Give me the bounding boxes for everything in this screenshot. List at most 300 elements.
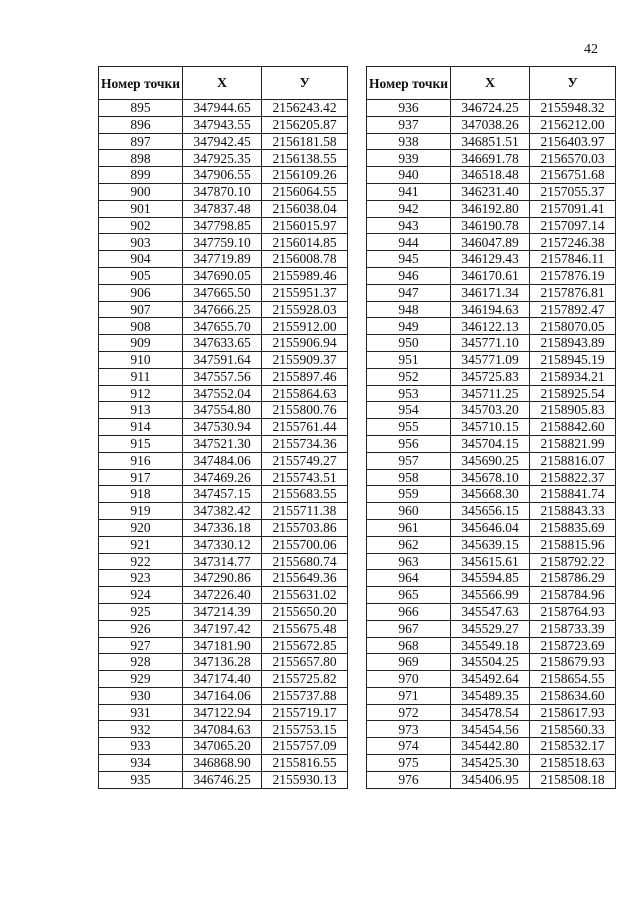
cell-y: 2155650.20 (262, 603, 348, 620)
cell-point-number: 899 (99, 167, 183, 184)
table-row (367, 738, 616, 755)
cell-y: 2156205.87 (262, 116, 348, 133)
table-row (367, 234, 616, 251)
cell-y: 2155657.80 (262, 654, 348, 671)
cell-x: 345489.35 (451, 687, 530, 704)
cell-x: 345425.30 (451, 755, 530, 772)
table-row (367, 318, 616, 335)
cell-x: 347690.05 (183, 267, 262, 284)
cell-x: 346746.25 (183, 771, 262, 788)
cell-x: 347870.10 (183, 183, 262, 200)
cell-y: 2157892.47 (530, 301, 616, 318)
cell-point-number: 971 (367, 687, 451, 704)
cell-y: 2158816.07 (530, 452, 616, 469)
table-row (99, 150, 348, 167)
cell-x: 347084.63 (183, 721, 262, 738)
cell-point-number: 904 (99, 251, 183, 268)
cell-x: 346192.80 (451, 200, 530, 217)
cell-x: 346047.89 (451, 234, 530, 251)
table-row (367, 251, 616, 268)
cell-x: 347521.30 (183, 435, 262, 452)
cell-point-number: 947 (367, 284, 451, 301)
cell-y: 2158905.83 (530, 402, 616, 419)
cell-x: 347655.70 (183, 318, 262, 335)
cell-point-number: 909 (99, 335, 183, 352)
cell-y: 2157246.38 (530, 234, 616, 251)
page-number: 42 (584, 42, 598, 57)
table-row (367, 503, 616, 520)
cell-point-number: 954 (367, 402, 451, 419)
cell-y: 2155753.15 (262, 721, 348, 738)
cell-x: 347944.65 (183, 100, 262, 117)
cell-point-number: 967 (367, 620, 451, 637)
cell-point-number: 903 (99, 234, 183, 251)
table-row (367, 183, 616, 200)
cell-x: 345454.56 (451, 721, 530, 738)
cell-point-number: 957 (367, 452, 451, 469)
table-row (99, 687, 348, 704)
cell-point-number: 926 (99, 620, 183, 637)
cell-x: 347314.77 (183, 553, 262, 570)
cell-point-number: 930 (99, 687, 183, 704)
cell-x: 347633.65 (183, 335, 262, 352)
cell-y: 2155725.82 (262, 671, 348, 688)
table-row (367, 603, 616, 620)
table-row (367, 755, 616, 772)
header-y (530, 67, 616, 100)
cell-point-number: 898 (99, 150, 183, 167)
cell-point-number: 918 (99, 486, 183, 503)
table-row (99, 284, 348, 301)
table-row (99, 603, 348, 620)
cell-point-number: 943 (367, 217, 451, 234)
cell-y: 2155816.55 (262, 755, 348, 772)
cell-point-number: 962 (367, 536, 451, 553)
table-row (367, 536, 616, 553)
cell-x: 346691.78 (451, 150, 530, 167)
cell-y: 2155948.32 (530, 100, 616, 117)
coordinates-table-left (98, 66, 348, 789)
cell-y: 2155680.74 (262, 553, 348, 570)
table-row (99, 435, 348, 452)
cell-y: 2156109.26 (262, 167, 348, 184)
table-row (99, 452, 348, 469)
cell-y: 2156015.97 (262, 217, 348, 234)
cell-x: 347197.42 (183, 620, 262, 637)
cell-point-number: 897 (99, 133, 183, 150)
table-row (99, 519, 348, 536)
cell-y: 2156751.68 (530, 167, 616, 184)
cell-point-number: 917 (99, 469, 183, 486)
cell-y: 2158822.37 (530, 469, 616, 486)
table-row (99, 267, 348, 284)
cell-x: 345442.80 (451, 738, 530, 755)
table-row (367, 368, 616, 385)
table-row (99, 183, 348, 200)
table-row (99, 553, 348, 570)
cell-point-number: 932 (99, 721, 183, 738)
cell-y: 2155930.13 (262, 771, 348, 788)
cell-x: 347798.85 (183, 217, 262, 234)
cell-y: 2158617.93 (530, 704, 616, 721)
cell-y: 2157876.19 (530, 267, 616, 284)
cell-point-number: 959 (367, 486, 451, 503)
table-row (99, 167, 348, 184)
table-row (367, 435, 616, 452)
cell-x: 347174.40 (183, 671, 262, 688)
cell-x: 345566.99 (451, 587, 530, 604)
cell-x: 347469.26 (183, 469, 262, 486)
cell-point-number: 948 (367, 301, 451, 318)
cell-y: 2158532.17 (530, 738, 616, 755)
cell-y: 2158070.05 (530, 318, 616, 335)
table-row (367, 301, 616, 318)
cell-point-number: 916 (99, 452, 183, 469)
table-body-right (367, 100, 616, 789)
cell-x: 347164.06 (183, 687, 262, 704)
cell-x: 345478.54 (451, 704, 530, 721)
cell-point-number: 925 (99, 603, 183, 620)
table-row (367, 519, 616, 536)
cell-point-number: 913 (99, 402, 183, 419)
cell-point-number: 969 (367, 654, 451, 671)
cell-y: 2155909.37 (262, 351, 348, 368)
cell-point-number: 907 (99, 301, 183, 318)
cell-x: 346190.78 (451, 217, 530, 234)
table-row (99, 486, 348, 503)
cell-y: 2155737.88 (262, 687, 348, 704)
cell-point-number: 905 (99, 267, 183, 284)
table-row (99, 587, 348, 604)
cell-x: 347557.56 (183, 368, 262, 385)
cell-x: 347330.12 (183, 536, 262, 553)
cell-point-number: 976 (367, 771, 451, 788)
cell-y: 2158841.74 (530, 486, 616, 503)
cell-y: 2158943.89 (530, 335, 616, 352)
cell-point-number: 970 (367, 671, 451, 688)
cell-y: 2156212.00 (530, 116, 616, 133)
table-row (367, 654, 616, 671)
cell-x: 347925.35 (183, 150, 262, 167)
cell-x: 345504.25 (451, 654, 530, 671)
cell-point-number: 941 (367, 183, 451, 200)
cell-y: 2156064.55 (262, 183, 348, 200)
cell-y: 2155951.37 (262, 284, 348, 301)
cell-x: 346851.51 (451, 133, 530, 150)
table-header-row (367, 67, 616, 100)
table-row (99, 251, 348, 268)
cell-x: 345704.15 (451, 435, 530, 452)
cell-point-number: 919 (99, 503, 183, 520)
header-x (451, 67, 530, 100)
cell-x: 346231.40 (451, 183, 530, 200)
cell-x: 346129.43 (451, 251, 530, 268)
cell-point-number: 958 (367, 469, 451, 486)
cell-y: 2155700.06 (262, 536, 348, 553)
cell-y: 2155672.85 (262, 637, 348, 654)
table-row (99, 419, 348, 436)
table-row (367, 267, 616, 284)
cell-point-number: 960 (367, 503, 451, 520)
cell-x: 345406.95 (451, 771, 530, 788)
table-row (367, 116, 616, 133)
cell-y: 2158723.69 (530, 637, 616, 654)
cell-point-number: 944 (367, 234, 451, 251)
table-row (99, 402, 348, 419)
cell-x: 346518.48 (451, 167, 530, 184)
cell-y: 2156138.55 (262, 150, 348, 167)
cell-x: 345771.09 (451, 351, 530, 368)
cell-point-number: 928 (99, 654, 183, 671)
table-row (99, 301, 348, 318)
cell-y: 2158786.29 (530, 570, 616, 587)
cell-x: 345678.10 (451, 469, 530, 486)
cell-y: 2156014.85 (262, 234, 348, 251)
cell-point-number: 940 (367, 167, 451, 184)
cell-x: 346170.61 (451, 267, 530, 284)
cell-y: 2155675.48 (262, 620, 348, 637)
cell-y: 2158518.63 (530, 755, 616, 772)
cell-point-number: 927 (99, 637, 183, 654)
table-row (367, 217, 616, 234)
table-row (367, 100, 616, 117)
cell-y: 2158934.21 (530, 368, 616, 385)
cell-point-number: 914 (99, 419, 183, 436)
cell-y: 2155906.94 (262, 335, 348, 352)
cell-y: 2157876.81 (530, 284, 616, 301)
header-x-label: X (485, 76, 496, 91)
cell-point-number: 942 (367, 200, 451, 217)
cell-point-number: 896 (99, 116, 183, 133)
cell-point-number: 973 (367, 721, 451, 738)
cell-y: 2156570.03 (530, 150, 616, 167)
cell-point-number: 906 (99, 284, 183, 301)
cell-point-number: 911 (99, 368, 183, 385)
table-row (367, 704, 616, 721)
table-row (99, 755, 348, 772)
cell-y: 2157055.37 (530, 183, 616, 200)
table-row (367, 284, 616, 301)
cell-point-number: 923 (99, 570, 183, 587)
cell-y: 2158560.33 (530, 721, 616, 738)
cell-point-number: 934 (99, 755, 183, 772)
table-row (99, 318, 348, 335)
cell-y: 2155703.86 (262, 519, 348, 536)
table-row (99, 671, 348, 688)
table-row (367, 385, 616, 402)
cell-point-number: 951 (367, 351, 451, 368)
cell-y: 2158842.60 (530, 419, 616, 436)
cell-x: 345549.18 (451, 637, 530, 654)
cell-y: 2158679.93 (530, 654, 616, 671)
table-row (99, 536, 348, 553)
cell-y: 2156403.97 (530, 133, 616, 150)
cell-x: 345639.15 (451, 536, 530, 553)
cell-point-number: 956 (367, 435, 451, 452)
cell-point-number: 931 (99, 704, 183, 721)
cell-x: 347065.20 (183, 738, 262, 755)
table-row (99, 503, 348, 520)
cell-point-number: 935 (99, 771, 183, 788)
cell-y: 2158508.18 (530, 771, 616, 788)
cell-x: 345690.25 (451, 452, 530, 469)
cell-x: 345703.20 (451, 402, 530, 419)
cell-point-number: 950 (367, 335, 451, 352)
cell-x: 346122.13 (451, 318, 530, 335)
cell-x: 347136.28 (183, 654, 262, 671)
header-y (262, 67, 348, 100)
cell-x: 345725.83 (451, 368, 530, 385)
table-row (99, 385, 348, 402)
cell-y: 2158821.99 (530, 435, 616, 452)
cell-y: 2155800.76 (262, 402, 348, 419)
cell-y: 2158835.69 (530, 519, 616, 536)
cell-y: 2155757.09 (262, 738, 348, 755)
cell-x: 347122.94 (183, 704, 262, 721)
cell-y: 2155761.44 (262, 419, 348, 436)
table-row (99, 704, 348, 721)
table-row (367, 469, 616, 486)
cell-x: 347837.48 (183, 200, 262, 217)
cell-point-number: 901 (99, 200, 183, 217)
table-row (99, 721, 348, 738)
cell-point-number: 949 (367, 318, 451, 335)
cell-point-number: 939 (367, 150, 451, 167)
cell-x: 347038.26 (451, 116, 530, 133)
table-header-row (99, 67, 348, 100)
cell-point-number: 953 (367, 385, 451, 402)
cell-x: 347214.39 (183, 603, 262, 620)
cell-y: 2155683.55 (262, 486, 348, 503)
cell-point-number: 955 (367, 419, 451, 436)
cell-point-number: 929 (99, 671, 183, 688)
table-row (367, 200, 616, 217)
cell-point-number: 922 (99, 553, 183, 570)
cell-x: 345646.04 (451, 519, 530, 536)
table-row (367, 452, 616, 469)
cell-y: 2155743.51 (262, 469, 348, 486)
table-row (367, 637, 616, 654)
cell-point-number: 908 (99, 318, 183, 335)
table-row (367, 771, 616, 788)
cell-x: 345547.63 (451, 603, 530, 620)
cell-point-number: 924 (99, 587, 183, 604)
cell-x: 346724.25 (451, 100, 530, 117)
cell-y: 2158764.93 (530, 603, 616, 620)
cell-x: 347591.64 (183, 351, 262, 368)
cell-y: 2158945.19 (530, 351, 616, 368)
cell-y: 2157097.14 (530, 217, 616, 234)
cell-y: 2158634.60 (530, 687, 616, 704)
cell-x: 345668.30 (451, 486, 530, 503)
table-row (99, 200, 348, 217)
cell-y: 2155864.63 (262, 385, 348, 402)
table-row (99, 570, 348, 587)
cell-y: 2157091.41 (530, 200, 616, 217)
cell-y: 2155897.46 (262, 368, 348, 385)
cell-x: 347666.25 (183, 301, 262, 318)
cell-x: 347457.15 (183, 486, 262, 503)
table-row (367, 587, 616, 604)
cell-y: 2155734.36 (262, 435, 348, 452)
table-row (99, 637, 348, 654)
cell-point-number: 910 (99, 351, 183, 368)
cell-y: 2158654.55 (530, 671, 616, 688)
cell-point-number: 915 (99, 435, 183, 452)
cell-point-number: 937 (367, 116, 451, 133)
cell-x: 345711.25 (451, 385, 530, 402)
table-row (367, 570, 616, 587)
cell-y: 2158843.33 (530, 503, 616, 520)
cell-y: 2156038.04 (262, 200, 348, 217)
cell-y: 2158925.54 (530, 385, 616, 402)
header-y-label: У (299, 76, 310, 91)
cell-x: 345529.27 (451, 620, 530, 637)
cell-x: 347290.86 (183, 570, 262, 587)
cell-x: 345710.15 (451, 419, 530, 436)
cell-point-number: 900 (99, 183, 183, 200)
cell-y: 2158792.22 (530, 553, 616, 570)
table-body-left (99, 100, 348, 789)
cell-y: 2155928.03 (262, 301, 348, 318)
cell-y: 2155649.36 (262, 570, 348, 587)
cell-x: 347719.89 (183, 251, 262, 268)
cell-point-number: 975 (367, 755, 451, 772)
table-row (99, 771, 348, 788)
cell-point-number: 966 (367, 603, 451, 620)
cell-x: 345615.61 (451, 553, 530, 570)
cell-x: 345771.10 (451, 335, 530, 352)
cell-y: 2157846.11 (530, 251, 616, 268)
table-row (99, 116, 348, 133)
cell-y: 2155631.02 (262, 587, 348, 604)
table-row (99, 654, 348, 671)
cell-y: 2155912.00 (262, 318, 348, 335)
table-row (367, 553, 616, 570)
cell-point-number: 895 (99, 100, 183, 117)
cell-x: 345594.85 (451, 570, 530, 587)
header-x-label: X (217, 76, 228, 91)
cell-y: 2158815.96 (530, 536, 616, 553)
cell-point-number: 936 (367, 100, 451, 117)
cell-x: 347226.40 (183, 587, 262, 604)
cell-x: 347554.80 (183, 402, 262, 419)
cell-point-number: 963 (367, 553, 451, 570)
cell-x: 347665.50 (183, 284, 262, 301)
table-row (367, 486, 616, 503)
table-row (99, 335, 348, 352)
cell-y: 2155719.17 (262, 704, 348, 721)
cell-point-number: 961 (367, 519, 451, 536)
cell-x: 347336.18 (183, 519, 262, 536)
table-row (367, 620, 616, 637)
cell-y: 2155749.27 (262, 452, 348, 469)
cell-y: 2158733.39 (530, 620, 616, 637)
table-row (99, 100, 348, 117)
cell-point-number: 938 (367, 133, 451, 150)
cell-point-number: 946 (367, 267, 451, 284)
table-row (367, 687, 616, 704)
cell-point-number: 965 (367, 587, 451, 604)
table-row (367, 351, 616, 368)
cell-point-number: 952 (367, 368, 451, 385)
cell-x: 346171.34 (451, 284, 530, 301)
table-row (367, 402, 616, 419)
cell-y: 2156243.42 (262, 100, 348, 117)
table-row (99, 133, 348, 150)
cell-point-number: 974 (367, 738, 451, 755)
table-row (367, 671, 616, 688)
